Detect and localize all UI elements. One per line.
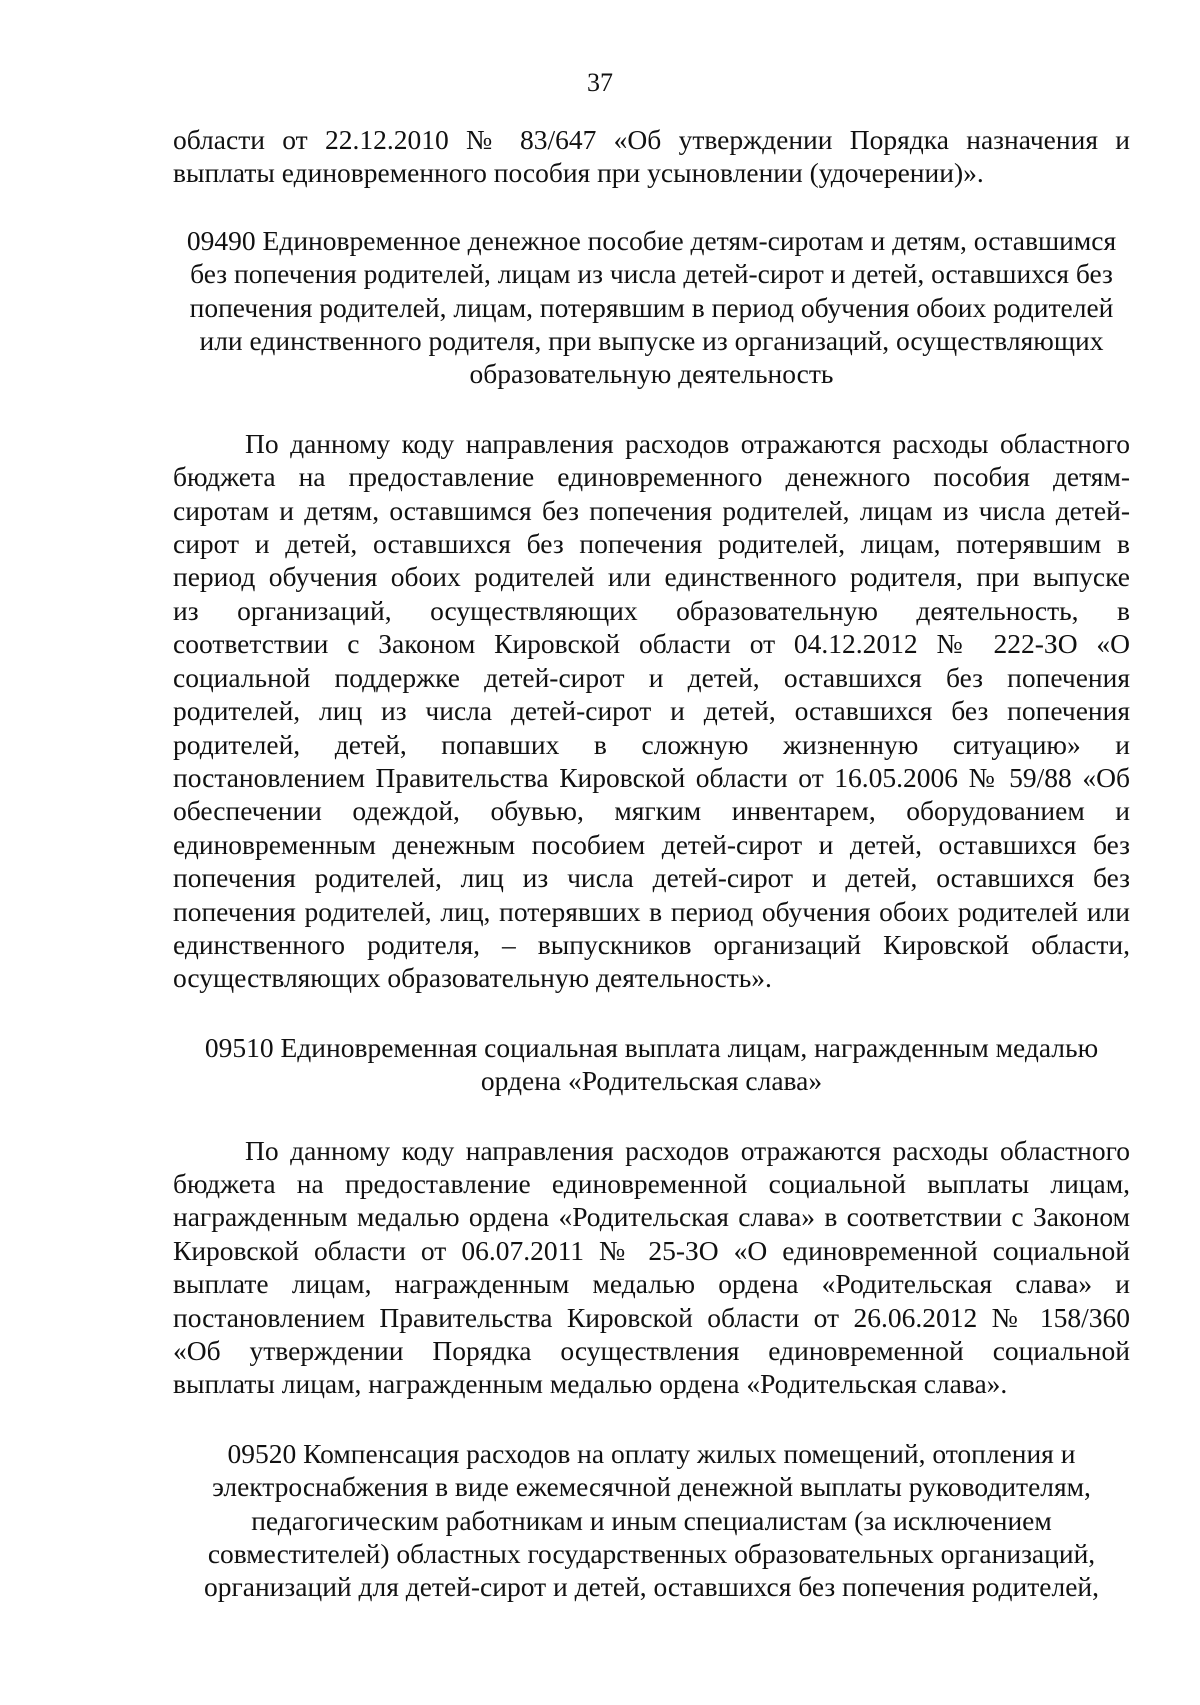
- body-line: осуществляющих образовательную деятельность».: [173, 962, 772, 994]
- section-heading-09520: [173, 1437, 1130, 1604]
- section-heading-09510: [173, 1031, 1130, 1098]
- page-number: 37: [587, 68, 613, 97]
- body-line: социальной поддержке детей-сирот и детей, оставшихся без попечения: [173, 661, 1130, 693]
- body-line: сиротам и детям, оставшимся без попечения родителей, лицам из числа детей-: [173, 494, 1130, 526]
- heading-line: педагогическим работникам и иным специалистам (за исключением: [251, 1504, 1052, 1536]
- body-line: родителей, детей, попавших в сложную жизненную ситуацию» и: [173, 728, 1130, 760]
- body-line: единовременным денежным пособием детей-сирот и детей, оставшихся без: [173, 828, 1130, 860]
- body-line: выплате лицам, награжденным медалью ордена «Родительская слава» и: [173, 1268, 1130, 1300]
- body-line: бюджета на предоставление единовременной социальной выплаты лицам,: [173, 1167, 1130, 1199]
- heading-line: без попечения родителей, лицам из числа детей-сирот и детей, оставшихся без: [190, 258, 1113, 290]
- heading-line: 09490 Единовременное денежное пособие детям-сиротам и детям, оставшимся: [186, 224, 1117, 256]
- body-line: из организаций, осуществляющих образовательную деятельность, в: [173, 594, 1130, 626]
- document-body: [173, 123, 1130, 1604]
- body-line: обеспечении одеждой, обувью, мягким инвентарем, оборудованием и: [173, 795, 1130, 827]
- section-body-09510: [173, 1134, 1130, 1401]
- heading-line: ордена «Родительская слава»: [480, 1065, 823, 1097]
- body-line: постановлением Правительства Кировской области от 26.06.2012 № 158/360: [173, 1301, 1130, 1333]
- section-heading-09490: [173, 224, 1130, 391]
- body-line: попечения родителей, лиц из числа детей-сирот и детей, оставшихся без: [173, 862, 1130, 894]
- heading-line: электроснабжения в виде ежемесячной денежной выплаты руководителям,: [212, 1471, 1091, 1503]
- heading-line: попечения родителей, лицам, потерявшим в период обучения обоих родителей: [189, 291, 1114, 323]
- body-line: бюджета на предоставление единовременного денежного пособия детям-: [173, 461, 1130, 493]
- body-line: соответствии с Законом Кировской области от 04.12.2012 № 222-ЗО «О: [173, 628, 1130, 660]
- section-body-09490: [173, 427, 1130, 995]
- heading-line: совместителей) областных государственных образовательных организаций,: [207, 1538, 1096, 1570]
- body-line: «Об утверждении Порядка осуществления единовременной социальной: [173, 1335, 1130, 1366]
- intro-paragraph: [173, 123, 1130, 190]
- body-line: По данному коду направления расходов отражаются расходы областного: [245, 1134, 1130, 1166]
- body-line: награжденным медалью ордена «Родительская слава» в соответствии с Законом: [173, 1201, 1130, 1233]
- heading-line: организаций для детей-сирот и детей, оставшихся без попечения родителей,: [203, 1571, 1099, 1603]
- heading-line: 09510 Единовременная социальная выплата лицам, награжденным медалью: [204, 1031, 1099, 1063]
- body-line: сирот и детей, оставшихся без попечения родителей, лицам, потерявшим в: [173, 528, 1130, 560]
- body-line: родителей, лиц из числа детей-сирот и детей, оставшихся без попечения: [173, 695, 1130, 727]
- intro-line: выплаты единовременного пособия при усыновлении (удочерении)».: [173, 157, 984, 189]
- body-line: постановлением Правительства Кировской области от 16.05.2006 № 59/88 «Об: [173, 761, 1130, 793]
- intro-line: области от 22.12.2010 № 83/647 «Об утверждении Порядка назначения и: [173, 124, 1130, 155]
- heading-line: образовательную деятельность: [469, 358, 834, 390]
- body-line: единственного родителя, – выпускников организаций Кировской области,: [173, 928, 1130, 960]
- body-line: попечения родителей, лиц, потерявших в период обучения обоих родителей или: [173, 895, 1130, 927]
- heading-line: 09520 Компенсация расходов на оплату жилых помещений, отопления и: [227, 1437, 1076, 1469]
- body-line: выплаты лицам, награжденным медалью ордена «Родительская слава».: [173, 1368, 1008, 1400]
- heading-line: или единственного родителя, при выпуске из организаций, осуществляющих: [199, 325, 1104, 357]
- body-line: Кировской области от 06.07.2011 № 25-ЗО «О единовременной социальной: [173, 1234, 1130, 1266]
- body-line: По данному коду направления расходов отражаются расходы областного: [245, 427, 1130, 459]
- body-line: период обучения обоих родителей или единственного родителя, при выпуске: [173, 561, 1130, 593]
